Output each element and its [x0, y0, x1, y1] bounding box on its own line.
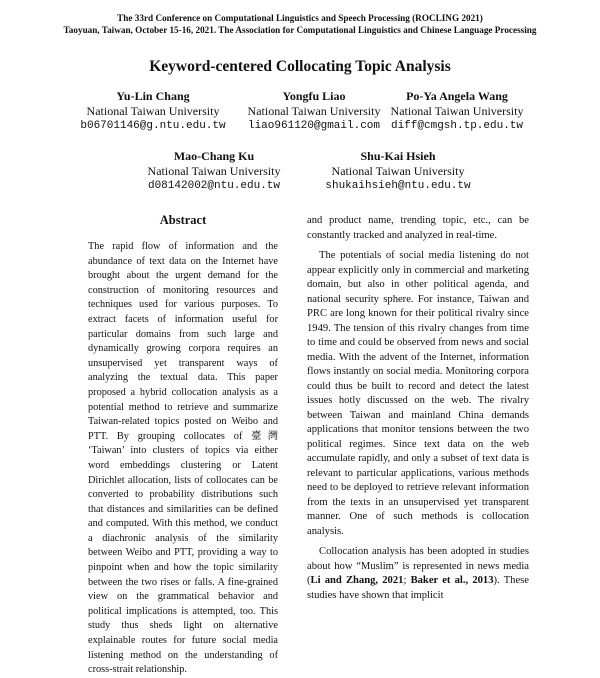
author-email: liao961120@gmail.com [247, 120, 381, 132]
author-block [68, 89, 238, 134]
author-name: Shu-Kai Hsieh [360, 149, 436, 163]
abstract-heading: Abstract [159, 213, 207, 227]
body-paragraph [307, 545, 529, 603]
venue-line-1: The 33rd Conference on Computational Linguistics and Speech Processing (ROCLING 2021) [117, 13, 483, 23]
author-email: b06701146@g.ntu.edu.tw [80, 120, 226, 132]
citation-link[interactable]: Baker et al., 2013 [410, 575, 494, 586]
author-affiliation: National Taiwan University [247, 104, 381, 118]
body-paragraph: and product name, trending topic, etc., can be constantly tracked and analyzed in real-time. [307, 215, 529, 241]
paper-title: Keyword-centered Collocating Topic Analysis [149, 58, 451, 75]
body-column [307, 214, 529, 603]
author-email: diff@cmgsh.tp.edu.tw [390, 120, 524, 132]
author-affiliation: National Taiwan University [147, 164, 281, 178]
author-block [313, 149, 483, 194]
abstract-text [88, 240, 278, 678]
citation-separator: ; [403, 575, 411, 586]
author-affiliation: National Taiwan University [390, 104, 524, 118]
author-name: Yu-Lin Chang [116, 89, 190, 103]
author-affiliation: National Taiwan University [86, 104, 220, 118]
author-name: Po-Ya Angela Wang [406, 89, 508, 103]
author-email: d08142002@ntu.edu.tw [147, 180, 281, 192]
author-block [129, 149, 299, 194]
body-text: ). These studies have shown that implicit [307, 575, 529, 601]
citation-link[interactable]: Li and Zhang, 2021 [310, 575, 404, 586]
body-paragraph: The potentials of social media listening do not appear explicitly only in commercial and marketing domain, but also in other political agenda, and national security sphere. For instance, Taiwan and PRC are long known for their political rivalry since 1949. The tension of this rivalry changes from time to time and could be observed from news and social media. With the advent of the Internet, information flows instantly on social media. Monitoring corpora could thus be built to record and detect the latest issues hotly discussed on the web. The rivalry between Taiwan and mainland China demands applications that monitor tensions between the two political regimes. Since text data on the web accumulate rapidly, and only a subset of text data is relevant to particular applications, various methods need to be deployed to retrieve relevant information from the texts in an unsupervised yet transparent manner. One of such methods is collocation analysis. [307, 250, 529, 537]
author-email: shukaihsieh@ntu.edu.tw [325, 180, 471, 192]
abstract-paragraph: The rapid flow of information and the abundance of text data on the Internet have brought about the urgent demand for the construction of monitoring resources and techniques used for various purposes. To extract facets of information useful for particular domains from such large and dynamically growing corpora requires an unsupervised yet transparent ways of analyzing the textual data. This paper proposed a hybrid collocation analysis as a potential method to retrieve and summarize Taiwan-related topics posted on Weibo and PTT. By grouping collocates of 臺灣 ‘Taiwan’ into clusters of topics via either word embeddings clustering or Latent Dirichlet allocation, lists of collocates can be converted to probability distributions such that distances and similarities can be defined and computed. With this method, we conduct a diachronic analysis of the similarity between Weibo and PTT, providing a way to pinpoint when and how the topic similarity between the two rises or falls. A fine-grained view on the grammatical behavior and political implications is attempted, too. This study thus sheds light on alternative explainable routes for future social media listening method on the understanding of cross-strait relationship. [88, 241, 278, 676]
author-affiliation: National Taiwan University [331, 164, 465, 178]
author-name: Mao-Chang Ku [173, 149, 255, 163]
author-name: Yongfu Liao [282, 89, 346, 103]
author-block [372, 89, 542, 134]
venue-line-2: Taoyuan, Taiwan, October 15-16, 2021. The Association for Computational Linguistics and Chinese Language Processing [63, 25, 537, 35]
body-text: Collocation analysis has been adopted in studies about how “Muslim” is represented in news media ( [307, 546, 529, 586]
